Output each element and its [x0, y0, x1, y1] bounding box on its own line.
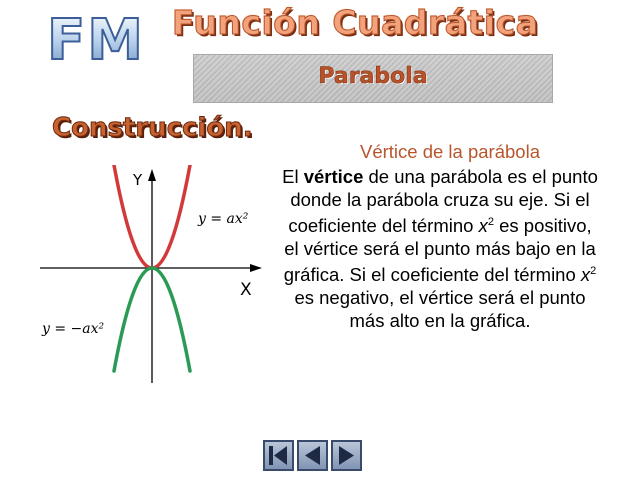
x-axis-arrow — [250, 264, 262, 272]
lower-curve-label: y = −ax² — [42, 321, 105, 337]
section-heading: Construcción. — [52, 113, 253, 143]
skip-to-first-icon — [267, 444, 290, 467]
exponent: 2 — [487, 216, 494, 228]
previous-page-button[interactable] — [297, 440, 328, 471]
next-page-button[interactable] — [331, 440, 362, 471]
paragraph-text: El — [282, 166, 304, 187]
paragraph-text: de una parábola es el punto donde la parábola cruza su eje. Si el coeficiente del término — [288, 166, 598, 237]
logo-text: FM — [47, 8, 145, 66]
y-axis-arrow — [148, 169, 156, 181]
content-text-block — [280, 140, 600, 332]
content-paragraph — [280, 165, 600, 332]
variable-x: x — [580, 264, 591, 286]
vertex-term: vértice — [303, 166, 364, 187]
navigation-bar — [263, 440, 362, 471]
arrow-left-icon — [301, 444, 324, 467]
paragraph-text: es positivo, el vértice será el punto más bajo en la gráfica. Si el coeficiente del término — [283, 215, 596, 286]
exponent: 2 — [590, 265, 597, 278]
parabola-graph — [38, 165, 264, 387]
content-heading: Vértice de la parábola — [360, 141, 540, 162]
fm-logo — [41, 8, 164, 66]
arrow-right-icon — [335, 444, 358, 467]
first-page-button[interactable] — [263, 440, 294, 471]
variable-x: x — [478, 215, 488, 237]
upper-curve-label: y = ax² — [198, 211, 249, 227]
paragraph-text: es negativo, el vértice será el punto más alto en la gráfica. — [294, 287, 586, 332]
y-axis-label: Y — [133, 171, 143, 189]
x-axis-label: X — [240, 280, 252, 300]
subtitle-text: Parabola — [318, 64, 428, 89]
subtitle-box — [193, 54, 553, 103]
page-title: Función Cuadrática — [172, 3, 539, 42]
